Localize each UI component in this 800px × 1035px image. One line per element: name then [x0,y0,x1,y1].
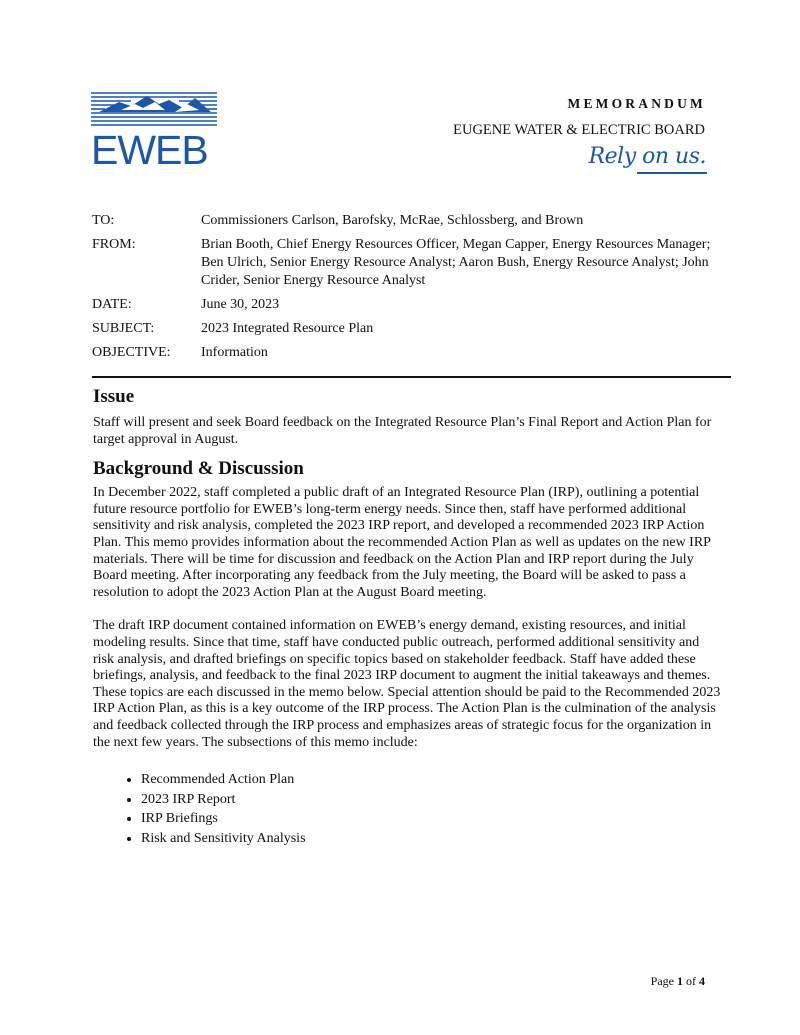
mountain-lines-icon [91,90,217,130]
objective-value: Information [201,345,268,360]
issue-text: Staff will present and seek Board feedback on the Integrated Resource Plan’s Final Report and Action Plan for target approval in August. [93,415,712,447]
list-item: • IRP Briefings [141,809,723,829]
tagline-underline [637,172,707,174]
objective-row [92,344,732,362]
from-value: Brian Booth, Chief Energy Resources Officer, Megan Capper, Energy Resources Manager; Ben Ulrich, Senior Energy Resource Analyst; Aaron Bush, Energy Resource Analyst; John Crider, Senior Energy Resource Analyst [201,237,711,288]
from-row [92,236,732,290]
background-paragraph-2: The draft IRP document contained information on EWEB’s energy demand, existing resources, and initial modeling results. Since that time, staff have conducted public outreach, performed additional sensitivity and risk analysis, and drafted briefings on specific topics based on stakeholder feedback. Staff have added these briefings, analysis, and feedback to the final 2023 IRP document to augment the initial takeaways and themes. These topics are each discussed in the memo below. Special attention should be paid to the Recommended 2023 IRP Action Plan, as this is a key outcome of the IRP process. The Action Plan is the culmination of the analysis and feedback collected through the IRP process and emphasizes areas of strategic focus for the organization in the next few years. The subsections of this memo include: [93,618,721,750]
page-current: 1 [677,974,683,988]
list-item: • 2023 IRP Report [141,790,723,810]
memo-header-fields [92,212,732,368]
to-label: TO: [92,213,115,228]
page-total: 4 [699,974,705,988]
issue-heading: Issue [93,386,135,407]
objective-label: OBJECTIVE: [92,345,171,360]
page-number [651,974,705,989]
logo-wordmark: EWEB [91,127,208,173]
tagline: Rely on us. [588,144,706,169]
header-divider [92,376,731,378]
memo-body [93,385,723,848]
subject-label: SUBJECT: [92,321,155,336]
background-heading: Background & Discussion [93,458,304,480]
subject-value: 2023 Integrated Resource Plan [201,321,374,336]
date-value: June 30, 2023 [201,297,280,312]
background-paragraph-1: In December 2022, staff completed a public draft of an Integrated Resource Plan (IRP), outlining a potential future resource portfolio for EWEB’s long-term energy needs. Since then, staff have performed additional sensitivity and risk analysis, completed the 2023 IRP report, and developed a recommended 2023 IRP Action Plan. This memo provides information about the recommended Action Plan as well as updates on the new IRP materials. There will be time for discussion and feedback on the Action Plan and IRP report during the July Board meeting. After incorporating any feedback from the July meeting, the Board will be asked to pass a resolution to adopt the 2023 Action Plan at the August Board meeting. [93,485,711,600]
issue-section [93,385,723,448]
date-row [92,296,732,314]
to-row [92,212,732,230]
list-item: • Recommended Action Plan [141,770,723,790]
from-label: FROM: [92,237,136,252]
subsection-list [93,770,723,848]
eweb-logo [91,90,219,173]
to-value: Commissioners Carlson, Barofsky, McRae, Schlossberg, and Brown [201,213,584,228]
of-word: of [686,974,696,988]
subject-row [92,320,732,338]
list-item: • Risk and Sensitivity Analysis [141,829,723,849]
date-label: DATE: [92,297,132,312]
background-section [93,457,723,848]
page-word: Page [650,974,674,988]
org-name: EUGENE WATER & ELECTRIC BOARD [453,122,705,138]
memo-title: MEMORANDUM [567,96,706,111]
